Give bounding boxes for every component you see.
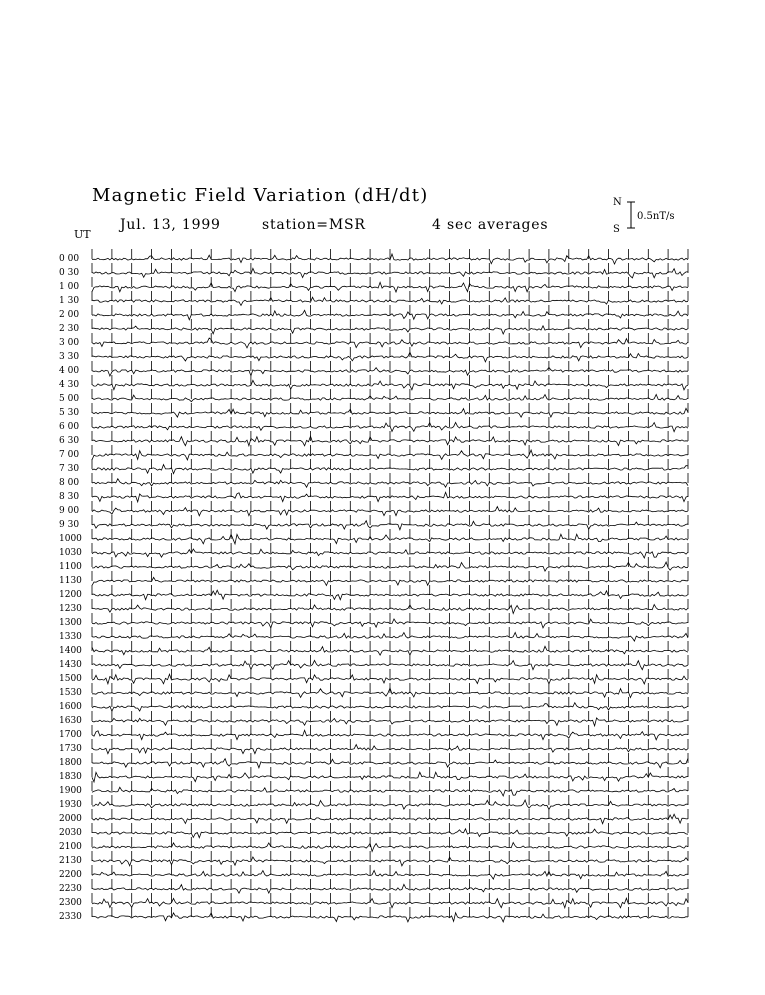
row-label-ut: 6 00 <box>59 422 80 432</box>
minute-ticks <box>92 697 688 707</box>
scale-bar <box>613 197 675 235</box>
minute-ticks <box>92 641 688 651</box>
row-label-ut: 1300 <box>59 618 82 628</box>
row-label-ut: 0 00 <box>59 254 80 264</box>
minute-ticks <box>92 893 688 903</box>
minute-ticks <box>92 459 688 469</box>
scale-north-label: N <box>613 197 622 208</box>
minute-ticks <box>92 501 688 511</box>
minute-ticks <box>92 599 688 609</box>
minute-ticks <box>92 333 688 343</box>
row-label-ut: 1000 <box>59 534 82 544</box>
minute-ticks <box>92 515 688 525</box>
row-label-ut: 2330 <box>59 912 82 922</box>
row-label-ut: 4 30 <box>59 380 80 390</box>
row-label-ut: 1800 <box>59 758 82 768</box>
row-label-ut: 2200 <box>59 870 82 880</box>
row-label-ut: 7 30 <box>59 464 80 474</box>
row-label-ut: 1700 <box>59 730 82 740</box>
trace-rows <box>59 249 688 922</box>
minute-ticks <box>92 655 688 665</box>
row-label-ut: 1430 <box>59 660 82 670</box>
averaging-label: 4 sec averages <box>432 217 549 233</box>
row-label-ut: 3 30 <box>59 352 80 362</box>
minute-ticks <box>92 375 688 385</box>
row-label-ut: 6 30 <box>59 436 80 446</box>
minute-ticks <box>92 473 688 483</box>
minute-ticks <box>92 781 688 791</box>
row-label-ut: 9 30 <box>59 520 80 530</box>
row-label-ut: 1200 <box>59 590 82 600</box>
row-label-ut: 2 00 <box>59 310 80 320</box>
row-label-ut: 2130 <box>59 856 82 866</box>
row-label-ut: 0 30 <box>59 268 80 278</box>
minute-ticks <box>92 767 688 777</box>
row-label-ut: 1 30 <box>59 296 80 306</box>
row-label-ut: 1530 <box>59 688 82 698</box>
minute-ticks <box>92 907 688 917</box>
row-label-ut: 1100 <box>59 562 82 572</box>
minute-ticks <box>92 865 688 875</box>
minute-ticks <box>92 417 688 427</box>
row-label-ut: 1900 <box>59 786 82 796</box>
row-label-ut: 1230 <box>59 604 82 614</box>
minute-ticks <box>92 487 688 497</box>
row-label-ut: 1 00 <box>59 282 80 292</box>
row-label-ut: 4 00 <box>59 366 80 376</box>
row-label-ut: 2100 <box>59 842 82 852</box>
minute-ticks <box>92 403 688 413</box>
row-label-ut: 5 30 <box>59 408 80 418</box>
minute-ticks <box>92 249 688 259</box>
row-label-ut: 1630 <box>59 716 82 726</box>
station-label: station=MSR <box>262 217 366 233</box>
row-label-ut: 5 00 <box>59 394 80 404</box>
row-label-ut: 1730 <box>59 744 82 754</box>
row-label-ut: 1500 <box>59 674 82 684</box>
minute-ticks <box>92 291 688 301</box>
row-label-ut: 2230 <box>59 884 82 894</box>
minute-ticks <box>92 529 688 539</box>
row-label-ut: 2300 <box>59 898 82 908</box>
minute-ticks <box>92 809 688 819</box>
date-label: Jul. 13, 1999 <box>120 217 221 233</box>
scale-value-label: 0.5nT/s <box>637 211 675 222</box>
row-label-ut: 9 00 <box>59 506 80 516</box>
row-label-ut: 1830 <box>59 772 82 782</box>
row-label-ut: 1600 <box>59 702 82 712</box>
minute-ticks <box>92 725 688 735</box>
chart-title: Magnetic Field Variation (dH/dt) <box>92 185 429 206</box>
minute-ticks <box>92 669 688 679</box>
row-label-ut: 7 00 <box>59 450 80 460</box>
row-label-ut: 8 00 <box>59 478 80 488</box>
row-label-ut: 1130 <box>59 576 82 586</box>
row-label-ut: 1330 <box>59 632 82 642</box>
minute-ticks <box>92 389 688 399</box>
ut-axis-label: UT <box>74 228 91 241</box>
minute-ticks <box>92 571 688 581</box>
row-label-ut: 2 30 <box>59 324 80 334</box>
minute-ticks <box>92 319 688 329</box>
row-label-ut: 1400 <box>59 646 82 656</box>
row-label-ut: 1030 <box>59 548 82 558</box>
minute-ticks <box>92 739 688 749</box>
minute-ticks <box>92 557 688 567</box>
row-label-ut: 2030 <box>59 828 82 838</box>
row-label-ut: 3 00 <box>59 338 80 348</box>
minute-ticks <box>92 263 688 273</box>
minute-ticks <box>92 683 688 693</box>
row-label-ut: 1930 <box>59 800 82 810</box>
scale-south-label: S <box>613 224 620 235</box>
row-label-ut: 8 30 <box>59 492 80 502</box>
row-label-ut: 2000 <box>59 814 82 824</box>
